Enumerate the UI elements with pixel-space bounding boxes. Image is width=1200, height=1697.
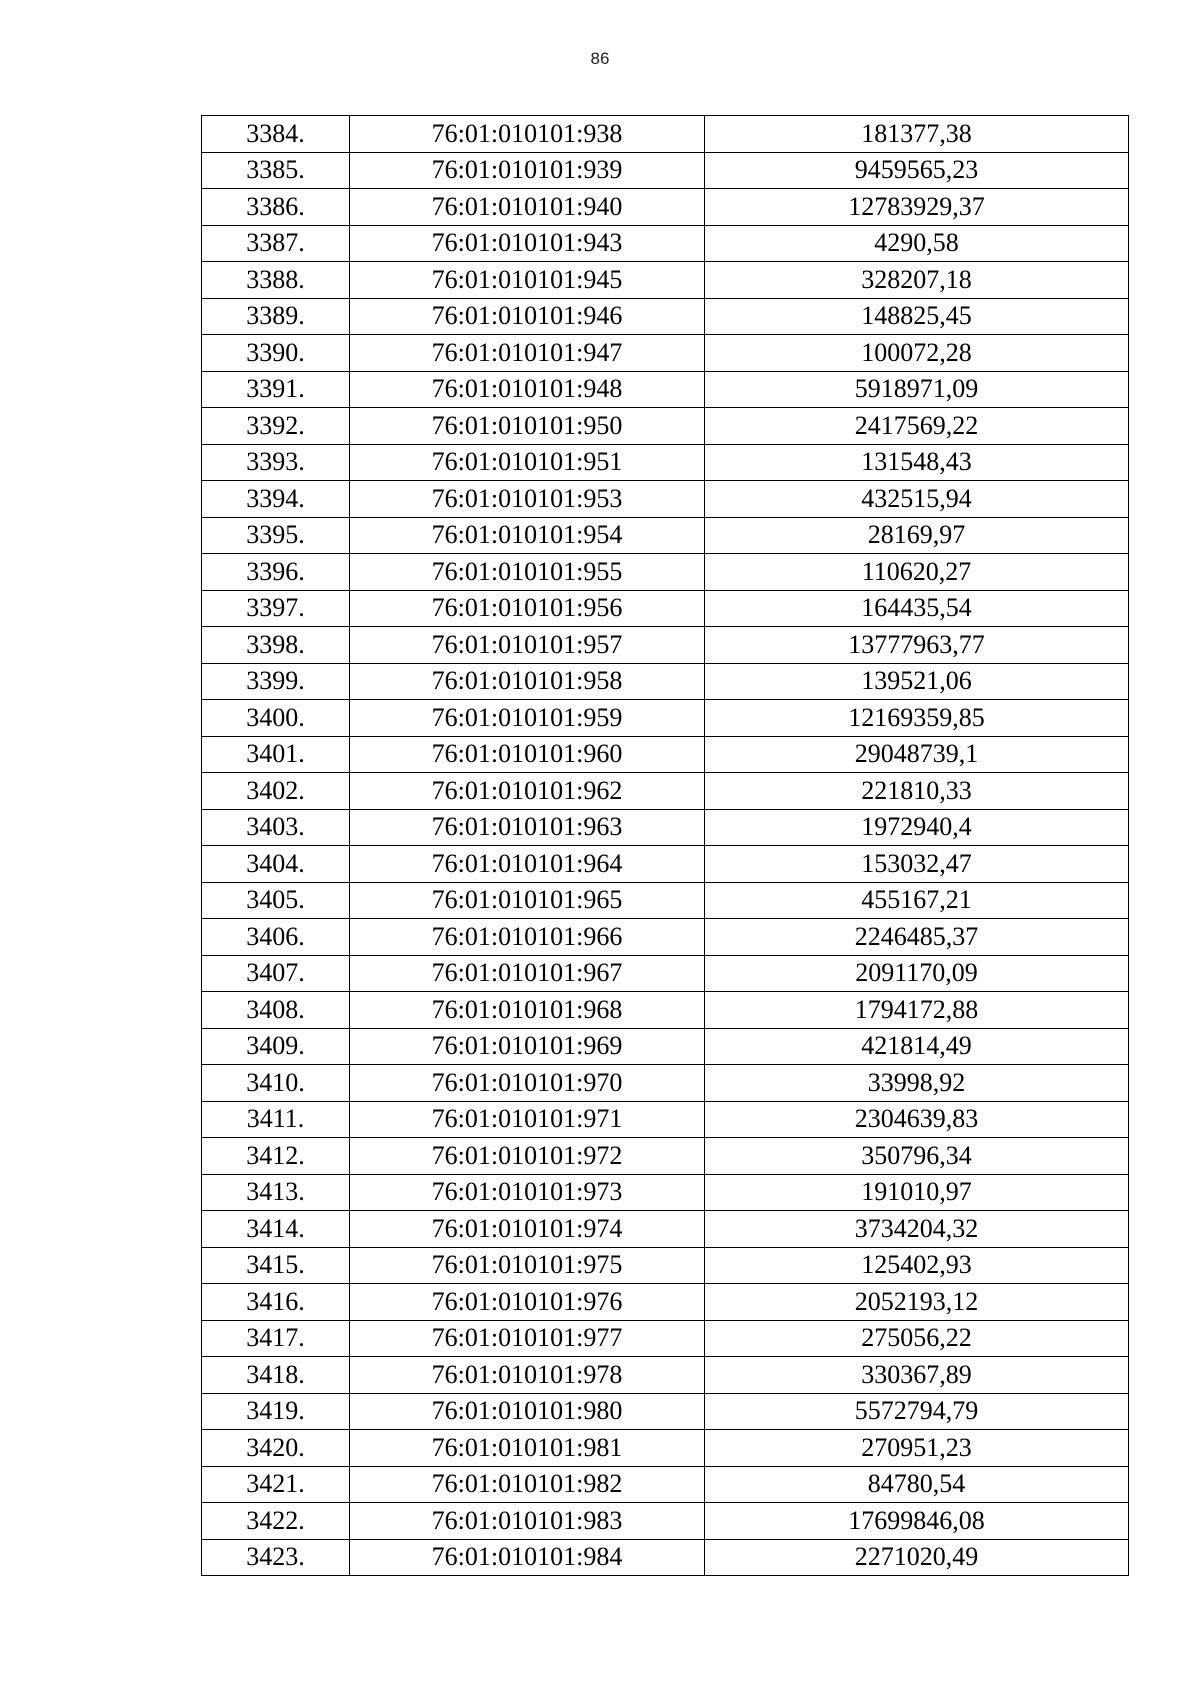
row-number-cell: 3399. [202,663,350,700]
table-row [202,1393,1129,1430]
cadastral-value-cell: 12169359,85 [705,700,1129,737]
table-row [202,1539,1129,1576]
cadastral-value-cell: 125402,93 [705,1247,1129,1284]
row-number-cell: 3419. [202,1393,350,1430]
table-row [202,554,1129,591]
row-number-cell: 3398. [202,627,350,664]
table-row [202,1211,1129,1248]
row-number-cell: 3403. [202,809,350,846]
table-row [202,371,1129,408]
cadastral-value-cell: 2052193,12 [705,1284,1129,1321]
table-row [202,517,1129,554]
cadastral-number-cell: 76:01:010101:977 [350,1320,705,1357]
cadastral-number-cell: 76:01:010101:982 [350,1466,705,1503]
table-row [202,189,1129,226]
table-row [202,590,1129,627]
table-row [202,1101,1129,1138]
cadastral-value-cell: 33998,92 [705,1065,1129,1102]
cadastral-value-cell: 2271020,49 [705,1539,1129,1576]
cadastral-number-cell: 76:01:010101:962 [350,773,705,810]
cadastral-value-cell: 432515,94 [705,481,1129,518]
cadastral-number-cell: 76:01:010101:959 [350,700,705,737]
cadastral-number-cell: 76:01:010101:967 [350,955,705,992]
row-number-cell: 3396. [202,554,350,591]
cadastral-number-cell: 76:01:010101:981 [350,1430,705,1467]
row-number-cell: 3392. [202,408,350,445]
cadastral-value-cell: 270951,23 [705,1430,1129,1467]
row-number-cell: 3416. [202,1284,350,1321]
row-number-cell: 3394. [202,481,350,518]
cadastral-number-cell: 76:01:010101:983 [350,1503,705,1540]
row-number-cell: 3412. [202,1138,350,1175]
row-number-cell: 3390. [202,335,350,372]
cadastral-number-cell: 76:01:010101:984 [350,1539,705,1576]
table-row [202,1503,1129,1540]
table-row [202,298,1129,335]
row-number-cell: 3414. [202,1211,350,1248]
cadastral-value-cell: 3734204,32 [705,1211,1129,1248]
cadastral-value-cell: 28169,97 [705,517,1129,554]
row-number-cell: 3391. [202,371,350,408]
cadastral-number-cell: 76:01:010101:964 [350,846,705,883]
row-number-cell: 3409. [202,1028,350,1065]
row-number-cell: 3406. [202,919,350,956]
cadastral-value-cell: 17699846,08 [705,1503,1129,1540]
cadastral-number-cell: 76:01:010101:963 [350,809,705,846]
table-row [202,1430,1129,1467]
row-number-cell: 3405. [202,882,350,919]
row-number-cell: 3422. [202,1503,350,1540]
row-number-cell: 3385. [202,152,350,189]
table-row [202,736,1129,773]
cadastral-number-cell: 76:01:010101:947 [350,335,705,372]
cadastral-number-cell: 76:01:010101:978 [350,1357,705,1394]
cadastral-number-cell: 76:01:010101:973 [350,1174,705,1211]
row-number-cell: 3423. [202,1539,350,1576]
cadastral-number-cell: 76:01:010101:953 [350,481,705,518]
table-row [202,1065,1129,1102]
table-row [202,1466,1129,1503]
cadastral-value-cell: 2091170,09 [705,955,1129,992]
table-row [202,1357,1129,1394]
cadastral-number-cell: 76:01:010101:955 [350,554,705,591]
cadastral-value-cell: 100072,28 [705,335,1129,372]
row-number-cell: 3410. [202,1065,350,1102]
table-body [202,116,1129,1576]
cadastral-value-cell: 84780,54 [705,1466,1129,1503]
table-row [202,481,1129,518]
table-row [202,1284,1129,1321]
table-row [202,992,1129,1029]
table-row [202,955,1129,992]
cadastral-number-cell: 76:01:010101:954 [350,517,705,554]
cadastral-value-cell: 13777963,77 [705,627,1129,664]
cadastral-number-cell: 76:01:010101:966 [350,919,705,956]
cadastral-value-cell: 164435,54 [705,590,1129,627]
table-row [202,1174,1129,1211]
cadastral-value-cell: 191010,97 [705,1174,1129,1211]
table-row [202,663,1129,700]
cadastral-number-cell: 76:01:010101:970 [350,1065,705,1102]
row-number-cell: 3387. [202,225,350,262]
cadastral-number-cell: 76:01:010101:938 [350,116,705,153]
table-row [202,882,1129,919]
cadastral-value-cell: 4290,58 [705,225,1129,262]
table-row [202,846,1129,883]
cadastral-value-cell: 29048739,1 [705,736,1129,773]
cadastral-value-table [201,115,1129,1576]
cadastral-number-cell: 76:01:010101:950 [350,408,705,445]
row-number-cell: 3402. [202,773,350,810]
table-row [202,773,1129,810]
cadastral-value-cell: 153032,47 [705,846,1129,883]
row-number-cell: 3421. [202,1466,350,1503]
cadastral-number-cell: 76:01:010101:971 [350,1101,705,1138]
cadastral-value-cell: 2417569,22 [705,408,1129,445]
cadastral-value-cell: 221810,33 [705,773,1129,810]
table-row [202,262,1129,299]
table-row [202,1138,1129,1175]
table-row [202,225,1129,262]
row-number-cell: 3417. [202,1320,350,1357]
cadastral-value-cell: 131548,43 [705,444,1129,481]
row-number-cell: 3388. [202,262,350,299]
cadastral-number-cell: 76:01:010101:940 [350,189,705,226]
cadastral-number-cell: 76:01:010101:957 [350,627,705,664]
table-row [202,152,1129,189]
cadastral-value-cell: 328207,18 [705,262,1129,299]
cadastral-number-cell: 76:01:010101:974 [350,1211,705,1248]
row-number-cell: 3386. [202,189,350,226]
table-row [202,1028,1129,1065]
row-number-cell: 3407. [202,955,350,992]
cadastral-value-cell: 5918971,09 [705,371,1129,408]
cadastral-number-cell: 76:01:010101:958 [350,663,705,700]
cadastral-number-cell: 76:01:010101:968 [350,992,705,1029]
cadastral-value-cell: 2246485,37 [705,919,1129,956]
row-number-cell: 3418. [202,1357,350,1394]
table-row [202,444,1129,481]
table-row [202,627,1129,664]
row-number-cell: 3400. [202,700,350,737]
cadastral-number-cell: 76:01:010101:972 [350,1138,705,1175]
cadastral-value-cell: 5572794,79 [705,1393,1129,1430]
table-row [202,809,1129,846]
cadastral-number-cell: 76:01:010101:951 [350,444,705,481]
cadastral-value-cell: 1972940,4 [705,809,1129,846]
cadastral-number-cell: 76:01:010101:960 [350,736,705,773]
table-row [202,116,1129,153]
cadastral-value-cell: 12783929,37 [705,189,1129,226]
cadastral-value-cell: 275056,22 [705,1320,1129,1357]
row-number-cell: 3401. [202,736,350,773]
cadastral-value-cell: 350796,34 [705,1138,1129,1175]
cadastral-number-cell: 76:01:010101:943 [350,225,705,262]
row-number-cell: 3389. [202,298,350,335]
cadastral-value-cell: 9459565,23 [705,152,1129,189]
cadastral-number-cell: 76:01:010101:965 [350,882,705,919]
cadastral-number-cell: 76:01:010101:948 [350,371,705,408]
cadastral-number-cell: 76:01:010101:939 [350,152,705,189]
row-number-cell: 3411. [202,1101,350,1138]
table-row [202,1247,1129,1284]
row-number-cell: 3397. [202,590,350,627]
cadastral-value-cell: 139521,06 [705,663,1129,700]
table-row [202,335,1129,372]
table-row [202,919,1129,956]
cadastral-number-cell: 76:01:010101:946 [350,298,705,335]
cadastral-value-cell: 2304639,83 [705,1101,1129,1138]
table-row [202,408,1129,445]
cadastral-number-cell: 76:01:010101:945 [350,262,705,299]
row-number-cell: 3415. [202,1247,350,1284]
cadastral-value-cell: 455167,21 [705,882,1129,919]
cadastral-value-cell: 110620,27 [705,554,1129,591]
cadastral-number-cell: 76:01:010101:969 [350,1028,705,1065]
cadastral-value-cell: 330367,89 [705,1357,1129,1394]
row-number-cell: 3404. [202,846,350,883]
page-number: 86 [590,49,610,68]
table-row [202,700,1129,737]
row-number-cell: 3408. [202,992,350,1029]
cadastral-number-cell: 76:01:010101:975 [350,1247,705,1284]
row-number-cell: 3393. [202,444,350,481]
table-row [202,1320,1129,1357]
cadastral-number-cell: 76:01:010101:980 [350,1393,705,1430]
row-number-cell: 3384. [202,116,350,153]
cadastral-number-cell: 76:01:010101:976 [350,1284,705,1321]
cadastral-value-cell: 421814,49 [705,1028,1129,1065]
cadastral-number-cell: 76:01:010101:956 [350,590,705,627]
cadastral-value-cell: 181377,38 [705,116,1129,153]
row-number-cell: 3395. [202,517,350,554]
row-number-cell: 3413. [202,1174,350,1211]
row-number-cell: 3420. [202,1430,350,1467]
cadastral-value-cell: 1794172,88 [705,992,1129,1029]
cadastral-value-cell: 148825,45 [705,298,1129,335]
